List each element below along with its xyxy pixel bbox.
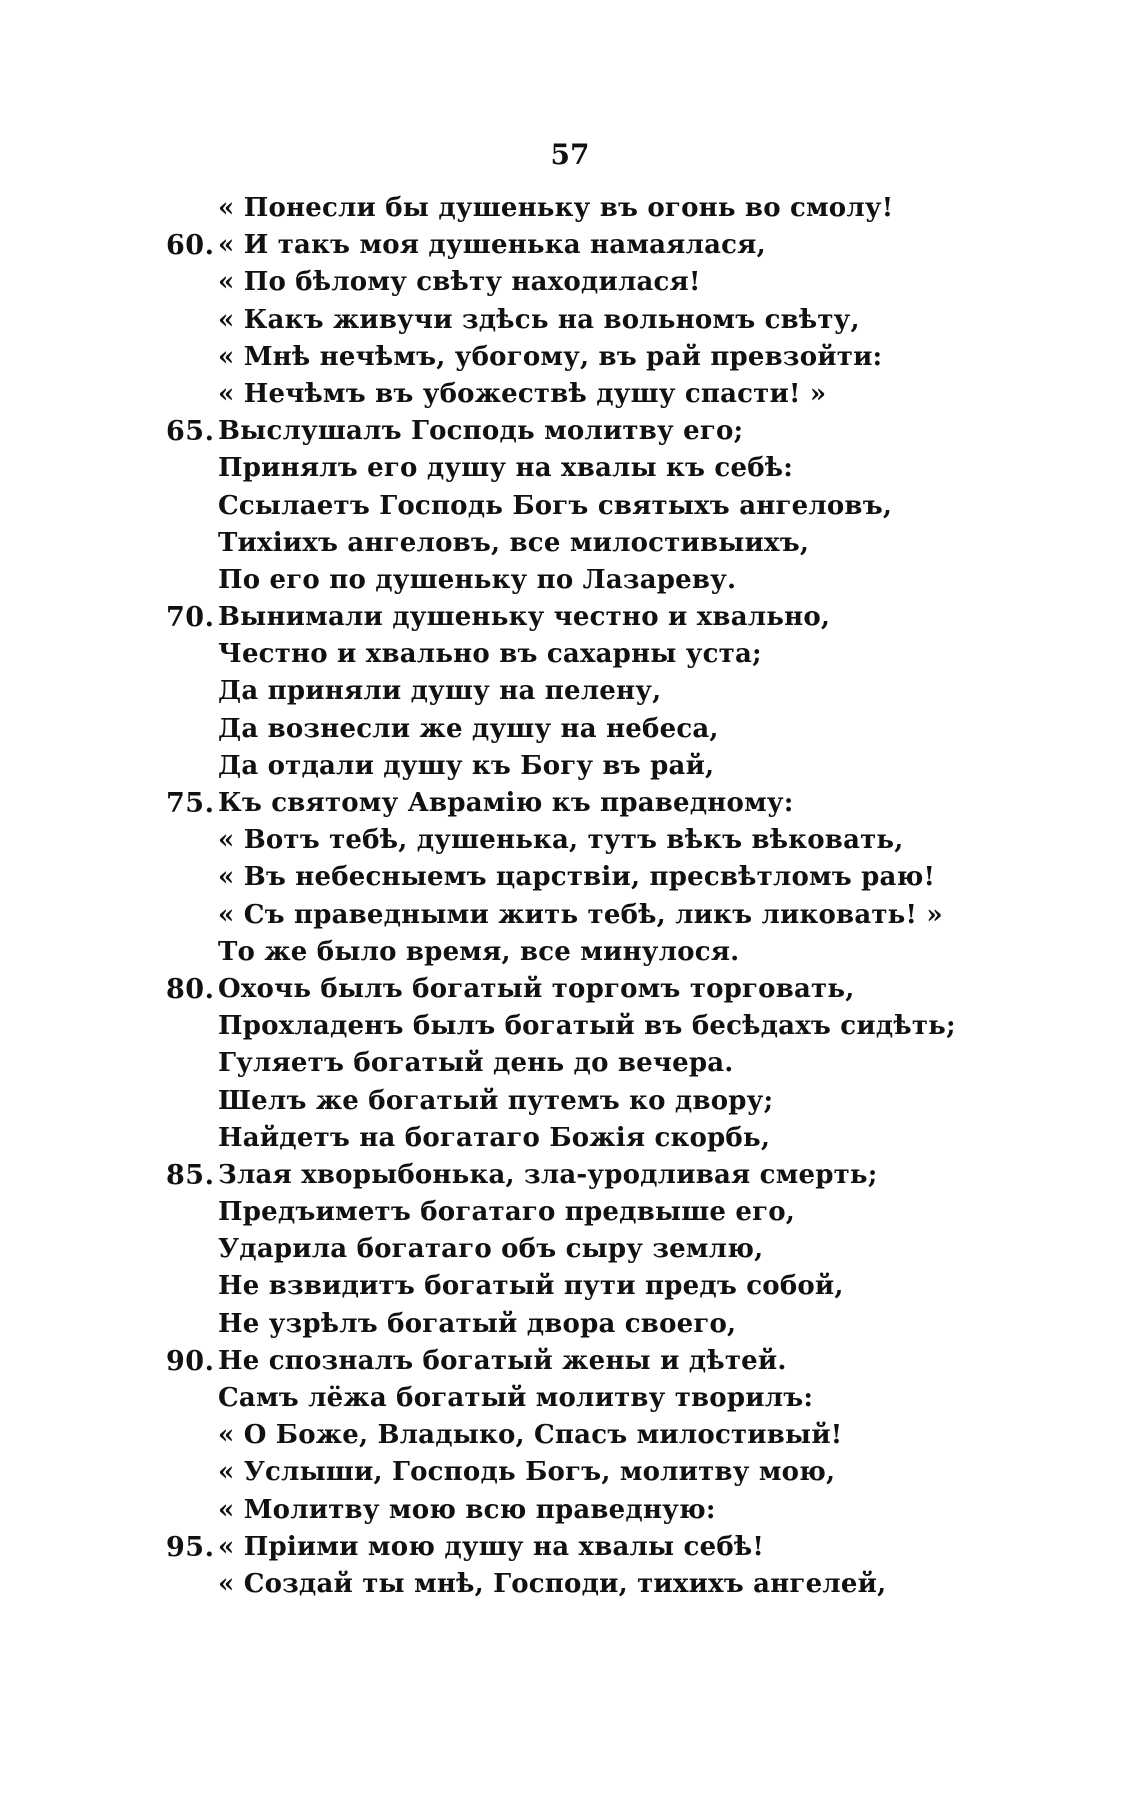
line-text: « И такъ моя душенька намаялася, — [218, 230, 766, 261]
line-text: « Прiими мою душу на хвалы себѣ! — [218, 1531, 764, 1562]
line-text: « Услыши, Господь Богъ, молитву мою, — [218, 1457, 836, 1488]
verse-line — [0, 1120, 1140, 1157]
line-text: Честно и хвально въ сахарны уста; — [218, 639, 762, 670]
verse-line — [0, 1529, 1140, 1566]
line-text: « Нечѣмъ въ убожествѣ душу спасти! » — [218, 378, 827, 409]
verse-line — [0, 227, 1140, 264]
line-text: « О Боже, Владыко, Спасъ милостивый! — [218, 1420, 843, 1451]
line-text: Не узрѣлъ богатый двора своего, — [218, 1308, 737, 1339]
line-number: 70. — [166, 602, 215, 634]
line-text: Найдетъ на богатаго Божiя скорбь, — [218, 1122, 771, 1153]
verse-line — [0, 971, 1140, 1008]
verse-line — [0, 1083, 1140, 1120]
line-text: Гуляетъ богатый день до вечера. — [218, 1048, 734, 1079]
line-text: Да вознесли же душу на небеса, — [218, 713, 719, 744]
line-text: « По бѣлому свѣту находилася! — [218, 267, 701, 298]
verse-line — [0, 1194, 1140, 1231]
verse-line — [0, 562, 1140, 599]
line-number: 80. — [166, 973, 215, 1005]
verse-line — [0, 1008, 1140, 1045]
verse-line — [0, 1566, 1140, 1603]
line-text: Ударила богатаго объ сыру землю, — [218, 1234, 764, 1265]
verse-line — [0, 190, 1140, 227]
line-text: Тихiихъ ангеловъ, все милостивыихъ, — [218, 527, 810, 558]
line-text: Шелъ же богатый путемъ ко двору; — [218, 1085, 774, 1116]
verse-line — [0, 302, 1140, 339]
line-text: Да отдали душу къ Богу въ рай, — [218, 750, 715, 781]
line-text: « Создай ты мнѣ, Господи, тихихъ ангелей, — [218, 1568, 887, 1599]
verse-line — [0, 1417, 1140, 1454]
line-text: « Въ небесныемъ царствiи, пресвѣтломъ раю! — [218, 862, 936, 893]
verse-line — [0, 673, 1140, 710]
verse-line — [0, 450, 1140, 487]
line-text: Вынимали душеньку честно и хвально, — [218, 602, 831, 633]
line-number: 95. — [166, 1531, 215, 1563]
verse-line — [0, 748, 1140, 785]
line-text: Охочь былъ богатый торгомъ торговать, — [218, 973, 855, 1004]
line-number: 85. — [166, 1159, 215, 1191]
line-text: То же было время, все минулося. — [218, 936, 740, 967]
line-text: Принялъ его душу на хвалы къ себѣ: — [218, 453, 794, 484]
verse-line — [0, 1343, 1140, 1380]
line-text: Не спозналъ богатый жены и дѣтей. — [218, 1345, 787, 1376]
line-number: 75. — [166, 788, 215, 819]
verse-line — [0, 413, 1140, 450]
line-text: « Понесли бы душеньку въ огонь во смолу! — [218, 193, 894, 223]
line-text: « Мнѣ нечѣмъ, убогому, въ рай превзойти: — [218, 341, 883, 372]
line-text: « Съ праведными жить тебѣ, ликъ ликовать! » — [218, 899, 943, 930]
line-text: Прохладенъ былъ богатый въ бесѣдахъ сидѣть; — [218, 1011, 956, 1042]
verse-line — [0, 1454, 1140, 1491]
verse-line — [0, 339, 1140, 376]
line-number: 90. — [166, 1345, 215, 1377]
line-text: « Какъ живучи здѣсь на вольномъ свѣту, — [218, 304, 860, 335]
verse-line — [0, 1492, 1140, 1529]
line-text: Самъ лёжа богатый молитву творилъ: — [218, 1383, 814, 1413]
verse-line — [0, 525, 1140, 562]
line-text: Да приняли душу на пелену, — [218, 676, 662, 707]
verse-line — [0, 897, 1140, 934]
verse-list — [0, 190, 1140, 1603]
verse-line — [0, 1268, 1140, 1305]
verse-line — [0, 822, 1140, 859]
verse-line — [0, 785, 1140, 822]
verse-line — [0, 1380, 1140, 1417]
line-text: По его по душеньку по Лазареву. — [218, 564, 737, 595]
verse-line — [0, 376, 1140, 413]
line-text: Выслушалъ Господь молитву его; — [218, 416, 744, 447]
verse-line — [0, 1157, 1140, 1194]
verse-line — [0, 1306, 1140, 1343]
line-text: « Вотъ тебѣ, душенька, тутъ вѣкъ вѣковать, — [218, 825, 904, 856]
verse-line — [0, 488, 1140, 525]
verse-line — [0, 599, 1140, 636]
verse-line — [0, 636, 1140, 673]
line-text: « Молитву мою всю праведную: — [218, 1494, 716, 1525]
line-number: 65. — [166, 416, 215, 448]
verse-line — [0, 859, 1140, 896]
line-text: Не взвидитъ богатый пути предъ собой, — [218, 1271, 844, 1302]
line-number: 60. — [166, 230, 215, 262]
line-text: Къ святому Аврамiю къ праведному: — [218, 788, 794, 818]
line-text: Ссылаетъ Господь Богъ святыхъ ангеловъ, — [218, 490, 893, 521]
verse-line — [0, 711, 1140, 748]
line-text: Предъиметъ богатаго предвыше его, — [218, 1197, 796, 1228]
verse-line — [0, 934, 1140, 971]
verse-line — [0, 1231, 1140, 1268]
verse-line — [0, 264, 1140, 301]
line-text: Злая хворыбонька, зла-уродливая смерть; — [218, 1159, 878, 1190]
verse-line — [0, 1045, 1140, 1082]
page-number: 57 — [550, 138, 590, 171]
